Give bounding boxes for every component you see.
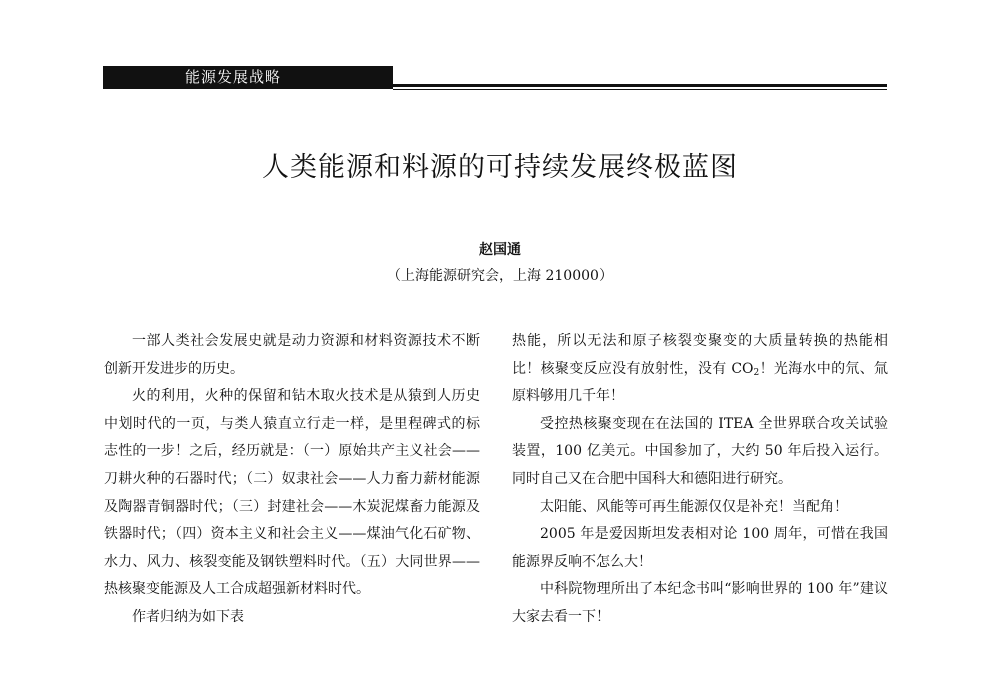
paragraph: 中科院物理所出了本纪念书叫“影响世界的 100 年”建议大家去看一下！ [512,581,888,625]
article-author: 赵国通 [479,242,521,258]
right-column [512,328,888,632]
subscript: 2 [753,367,760,378]
section-header-bar [103,66,393,89]
paragraph: 受控热核聚变现在在法国的 ITEA 全世界联合攻关试验装置，100 亿美元。中国参加了，大约 50 年后投入运行。同时自己又在合肥中国科大和德阳进行研究。 [512,415,888,487]
paragraph: 太阳能、风能等可再生能源仅仅是补充！当配角！ [540,498,848,515]
paragraph-continued [512,328,888,411]
paragraph: 火的利用，火种的保留和钻木取火技术是从猿到人历史中划时代的一页，与类人猿直立行走一样，是里程碑式的标志性的一步！之后，经历就是：（一）原始共产主义社会——刀耕火种的石器时代；（二）奴隶社会——人力畜力薪材能源及陶器青铜器时代；（三）封建社会——木炭泥煤畜力能源及铁器时代；（四）资本主义和社会主义——煤油气化石矿物、水力、风力、核裂变能及钢铁塑料时代。（五）大同世界——热核聚变能源及人工合成超强新材料时代。 [104,388,480,598]
article-affiliation: （上海能源研究会，上海 210000） [387,268,613,284]
text-run: 热能，所以无法和原子核裂变聚变的大质量转换的热能相比！核聚变反应没有放射性，没有 CO [512,333,888,377]
article-title: 人类能源和料源的可持续发展终极蓝图 [262,152,738,183]
text-run: ！光海水中的氘、氚原料够用几千年！ [512,360,889,405]
section-label: 能源发展战略 [185,68,282,86]
header-rule-thick [393,84,887,87]
left-column [104,328,480,632]
paragraph: 作者归纳为如下表 [132,608,244,625]
paragraph: 一部人类社会发展史就是动力资源和材料资源技术不断创新开发进步的历史。 [104,333,480,377]
header-rule-thin [393,89,887,90]
paragraph: 2005 年是爱因斯坦发表相对论 100 周年，可惜在我国能源界反响不怎么大！ [512,526,888,570]
